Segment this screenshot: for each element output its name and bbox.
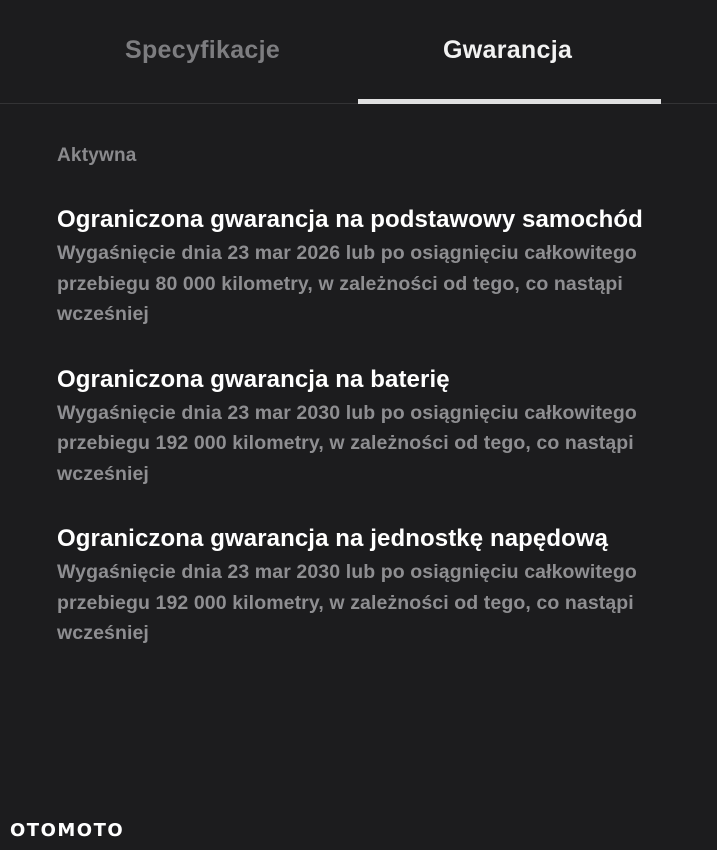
warranty-item-basic <box>57 201 677 330</box>
warranty-status-label: Aktywna <box>57 145 137 166</box>
warranty-section <box>57 145 677 680</box>
tab-bar <box>0 0 717 104</box>
tab-specyfikacje[interactable]: Specyfikacje <box>125 36 281 64</box>
warranty-item-battery <box>57 361 677 490</box>
warranty-title: Ograniczona gwarancja na podstawowy samochód <box>57 206 643 233</box>
warranty-description: Wygaśnięcie dnia 23 mar 2030 lub po osiągnięciu całkowitego przebiegu 192 000 kilometry, w zależności od tego, co nastąpi wcześniej <box>57 401 637 485</box>
tab-gwarancja[interactable]: Gwarancja <box>443 36 573 64</box>
warranty-title: Ograniczona gwarancja na baterię <box>57 365 450 393</box>
active-tab-indicator <box>358 99 661 104</box>
otomoto-watermark: OTOMOTO <box>10 820 125 841</box>
warranty-title: Ograniczona gwarancja na jednostkę napędową <box>57 525 609 552</box>
warranty-description: Wygaśnięcie dnia 23 mar 2026 lub po osiągnięciu całkowitego przebiegu 80 000 kilometry, w zależności od tego, co nastąpi wcześniej <box>57 242 637 325</box>
warranty-description: Wygaśnięcie dnia 23 mar 2030 lub po osiągnięciu całkowitego przebiegu 192 000 kilometry, w zależności od tego, co nastąpi wcześniej <box>57 561 637 644</box>
warranty-item-drive-unit <box>57 520 677 649</box>
